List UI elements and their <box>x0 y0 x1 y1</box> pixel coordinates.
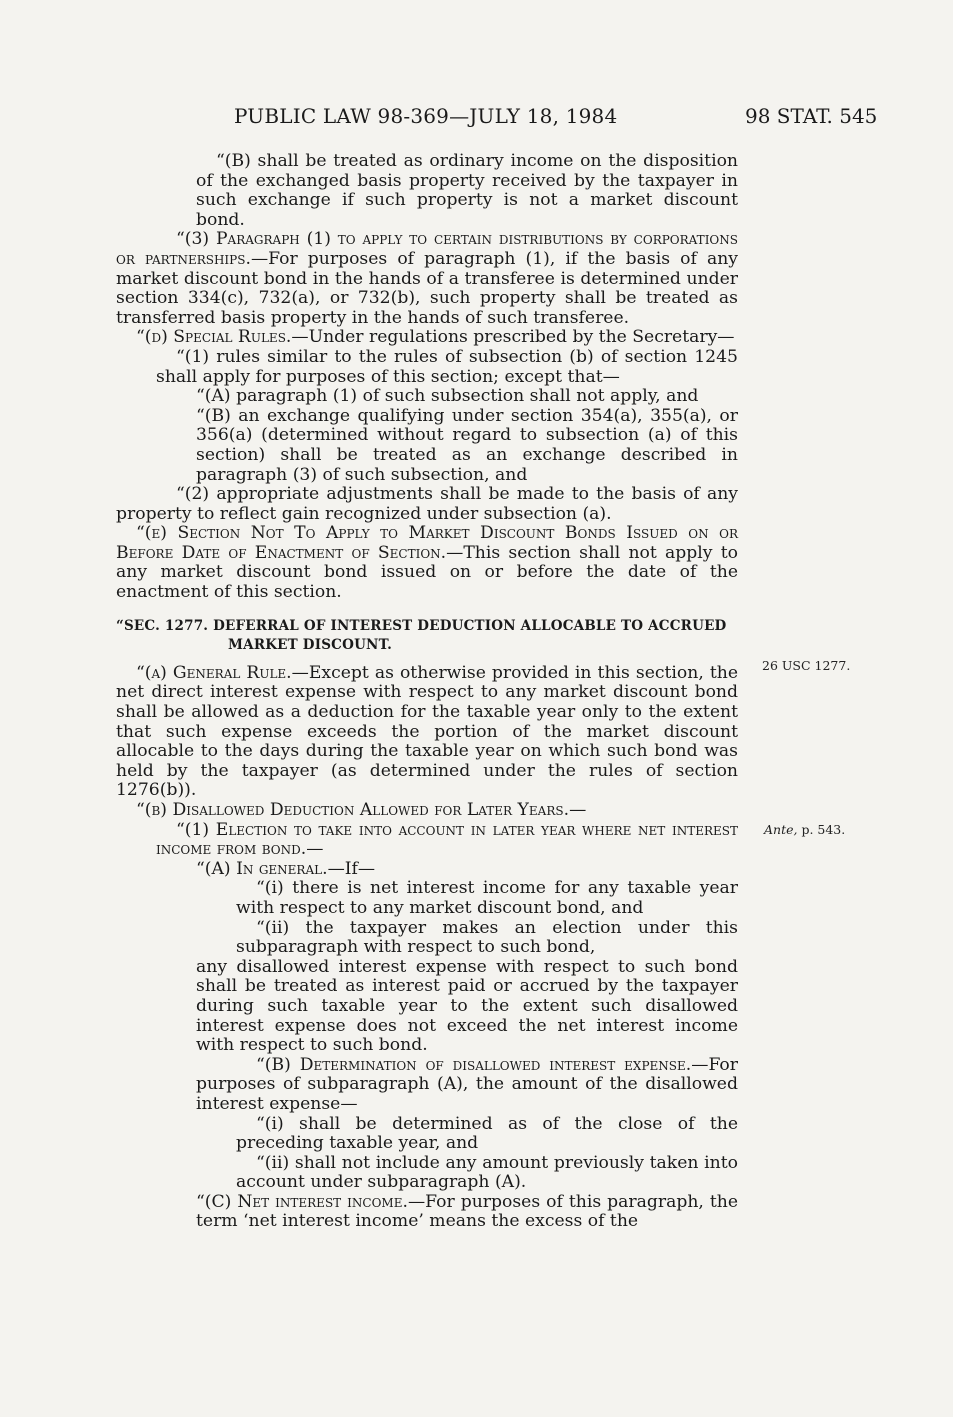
para-3-distributions <box>116 230 738 328</box>
para-heading: “(d) Special Rules. <box>136 327 292 348</box>
para-d-2-adjustments <box>116 485 738 524</box>
para-1277-b-1-C <box>116 1193 738 1232</box>
para-heading: “(e) Section Not To Apply to Market Discount Bonds Issued on or Before Date of Enactment of Section. <box>116 523 738 563</box>
margin-note-ante-page: p. 543. <box>797 822 846 837</box>
para-b-ordinary-income <box>116 152 738 230</box>
para-text: “(B) an exchange qualifying under section 354(a), 355(a), or 356(a) (determined without regard to subsection (a) of this section) shall be treated as an exchange described in paragraph (3) of such subsection, and <box>196 405 738 485</box>
para-1277-b-1-A <box>116 860 738 880</box>
para-e-not-apply <box>116 524 738 602</box>
para-text: —This section shall not apply to any market discount bond issued on or before the date of the enactment of this section. <box>116 542 739 603</box>
para-text: — <box>569 800 587 820</box>
para-1277-b-disallowed <box>116 801 738 821</box>
para-text: “(A) paragraph (1) of such subsection shall not apply, and <box>196 386 699 407</box>
para-d-1-rules <box>116 348 738 387</box>
para-1277-b-1-B-i <box>116 1115 738 1154</box>
para-heading: “(1) Election to take into account in later year where net interest income from bond. <box>156 819 738 860</box>
para-1277-b-1-B-ii <box>116 1154 738 1193</box>
para-heading: “(a) General Rule. <box>136 662 292 683</box>
para-1277-b-1-A-i <box>116 879 738 918</box>
para-text: —For purposes of this paragraph, the term ‘net interest income’ means the excess of the <box>196 1191 738 1232</box>
para-1277-a-general-rule <box>116 664 738 801</box>
para-text: “(B) shall be treated as ordinary income on the disposition of the exchanged basis property received by the taxpayer in such exchange if such property is not a market discount bond. <box>196 151 738 230</box>
margin-note-ante-word: Ante, <box>764 822 798 837</box>
para-text: “(ii) the taxpayer makes an election under this subparagraph with respect to such bond, <box>236 917 738 958</box>
para-text: “(ii) shall not include any amount previously taken into account under subparagraph (A). <box>236 1152 738 1193</box>
running-header-title: PUBLIC LAW 98-369—JULY 18, 1984 <box>234 104 618 128</box>
para-text: —If— <box>327 858 376 879</box>
para-text: —Except as otherwise provided in this section, the net direct interest expense with respect to any market discount bond shall be allowed as a deduction for the taxable year only to the extent that such expense exceeds the portion of the market discount allocable to the days during the taxable year on which such bond was held by the taxpayer (as determined under the rules of section 1276(b)). <box>116 662 738 801</box>
statute-body <box>116 152 738 1232</box>
para-text: any disallowed interest expense with respect to such bond shall be treated as interest paid or accrued by the taxpayer during such taxable year to the extent such disallowed interest expense does not exceed the net interest income with respect to such bond. <box>196 956 738 1056</box>
para-text: —Under regulations prescribed by the Secretary— <box>291 327 735 348</box>
para-heading: “(C) Net interest income. <box>196 1191 408 1212</box>
para-text: “(i) shall be determined as of the close of the preceding taxable year, and <box>236 1113 738 1154</box>
para-text: “(1) rules similar to the rules of subsection (b) of section 1245 shall apply for purposes of this section; except that— <box>156 346 738 387</box>
running-header-stat-page: 98 STAT. 545 <box>745 104 878 128</box>
para-text: —For purposes of subparagraph (A), the amount of the disallowed interest expense— <box>196 1054 738 1114</box>
para-heading: “(3) Paragraph (1) to apply to certain distributions by corporations or partnerships. <box>116 229 738 269</box>
margin-note-usc: 26 USC 1277. <box>762 658 851 673</box>
margin-note-ante <box>764 822 845 837</box>
para-1277-b-1-A-ii <box>116 919 738 958</box>
para-1277-b-1-election <box>116 821 738 860</box>
section-1277-heading: “SEC. 1277. DEFERRAL OF INTEREST DEDUCTION ALLOCABLE TO ACCRUED MARKET DISCOUNT. <box>116 617 727 654</box>
para-d-1-B <box>116 407 738 485</box>
para-heading: “(b) Disallowed Deduction Allowed for Later Years. <box>136 800 570 820</box>
para-heading: “(A) In general. <box>196 858 328 879</box>
para-text: — <box>306 839 324 860</box>
para-d-special-rules <box>116 328 738 348</box>
para-d-1-A <box>116 387 738 407</box>
para-1277-b-1-B <box>116 1056 738 1115</box>
para-text: “(i) there is net interest income for any taxable year with respect to any market discount bond, and <box>236 878 738 918</box>
para-heading: “(B) Determination of disallowed interest expense. <box>256 1054 692 1075</box>
para-1277-b-1-A-flush <box>116 958 738 1056</box>
para-text: “(2) appropriate adjustments shall be made to the basis of any property to reflect gain recognized under subsection (a). <box>116 484 738 524</box>
para-text: —For purposes of paragraph (1), if the basis of any market discount bond in the hands of a transferee is determined under section 334(c), 732(a), or 732(b), such property shall be treated as transferred basis property in the hands of such transferee. <box>116 248 738 328</box>
